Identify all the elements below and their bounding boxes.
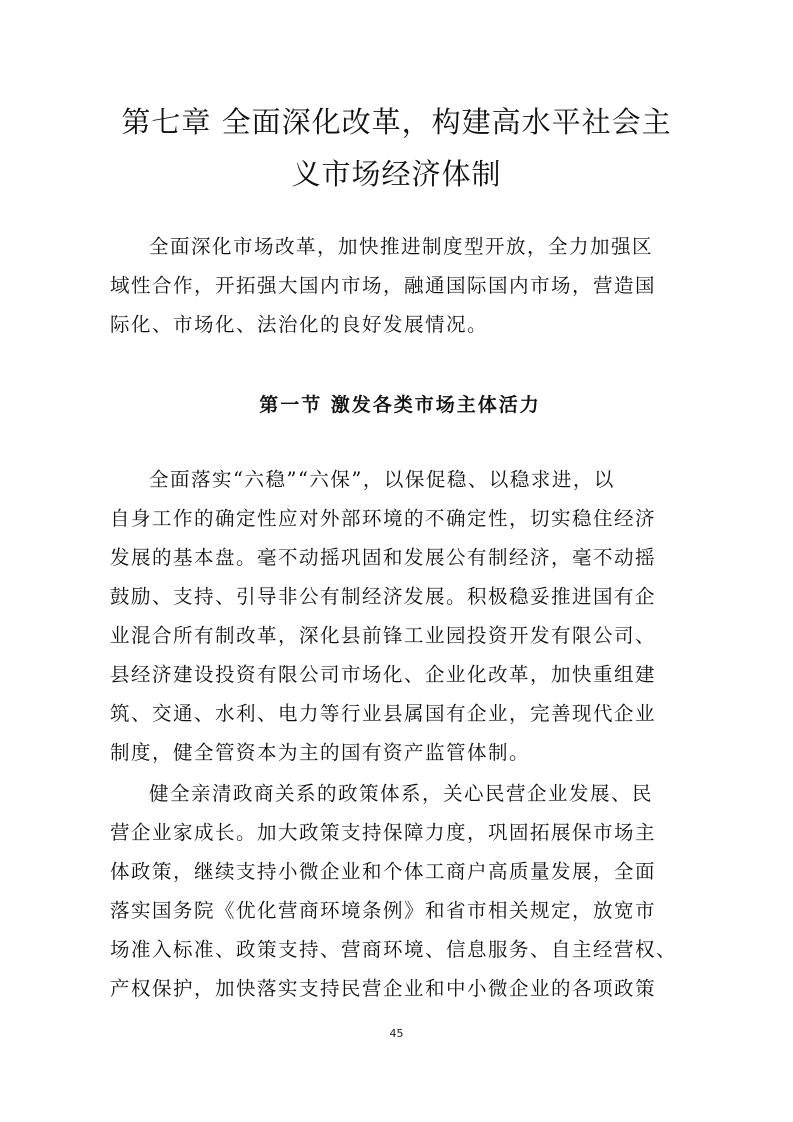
text-line: 业混合所有制改革，深化县前锋工业园投资开发有限公司、 xyxy=(110,624,657,647)
text-line: 全面深化市场改革，加快推进制度型开放，全力加强区 xyxy=(149,235,654,258)
text-line: 制度，健全管资本为主的国有资产监管体制。 xyxy=(110,741,531,764)
text-line: 健全亲清政商关系的政策体系，关心民营企业发展、民 xyxy=(149,782,654,805)
text-line: 营企业家成长。加大政策支持保障力度，巩固拓展保市场主 xyxy=(110,821,657,844)
text-line: 发展的基本盘。毫不动摇巩固和发展公有制经济，毫不动摇 xyxy=(110,546,657,569)
section-title: 第一节 激发各类市场主体活力 xyxy=(259,394,541,416)
text-line: 落实国务院《优化营商环境条例》和省市相关规定，放宽市 xyxy=(110,899,657,922)
text-line: 县经济建设投资有限公司市场化、企业化改革，加快重组建 xyxy=(110,663,657,686)
body-paragraph-1 xyxy=(110,460,690,772)
chapter-title xyxy=(80,96,713,200)
text-line: 场准入标准、政策支持、营商环境、信息服务、自主经营权、 xyxy=(110,938,678,961)
chapter-title-line-1: 第七章 全面深化改革，构建高水平社会主 xyxy=(121,105,672,139)
text-line: 产权保护，加快落实支持民营企业和中小微企业的各项政策 xyxy=(110,977,657,1000)
text-line: 鼓励、支持、引导非公有制经济发展。积极稳妥推进国有企 xyxy=(110,585,657,608)
text-line: 体政策，继续支持小微企业和个体工商户高质量发展，全面 xyxy=(110,860,657,883)
text-line: 筑、交通、水利、电力等行业县属国有企业，完善现代企业 xyxy=(110,702,657,725)
intro-paragraph xyxy=(110,227,690,344)
text-line: 际化、市场化、法治化的良好发展情况。 xyxy=(110,313,489,336)
chapter-title-line-2: 义市场经济体制 xyxy=(291,157,502,191)
text-line: 全面落实“六稳”“六保”，以保促稳、以稳求进，以 xyxy=(149,468,615,491)
body-paragraph-2 xyxy=(110,774,690,1008)
page-number: 45 xyxy=(389,1027,404,1040)
text-line: 域性合作，开拓强大国内市场，融通国际国内市场，营造国 xyxy=(110,274,657,297)
text-line: 自身工作的确定性应对外部环境的不确定性，切实稳住经济 xyxy=(110,507,657,530)
